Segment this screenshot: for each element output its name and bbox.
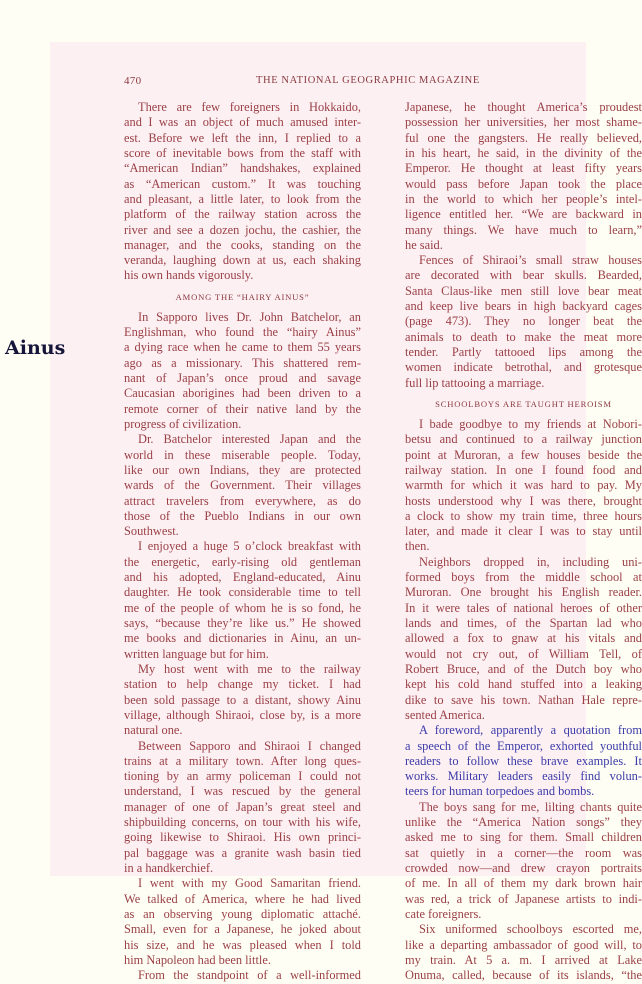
text-line: From the standpoint of a well-informed bbox=[138, 968, 361, 983]
text-line: betsu and continued to a railway junction bbox=[405, 432, 642, 447]
text-line: his own hands vigorously. bbox=[124, 268, 254, 283]
text-line: my train. At 5 a. m. I arrived at Lake bbox=[405, 952, 642, 967]
text-line: Small, even for a Japanese, he joked about bbox=[124, 922, 361, 937]
text-line: and keep live bears in high backyard cages bbox=[405, 299, 642, 314]
text-line: A foreword, apparently a quotation from bbox=[419, 723, 642, 738]
text-line: like a departing ambassador of good will, to bbox=[405, 937, 642, 952]
text-line: tender. Partly tattooed lips among the bbox=[405, 345, 642, 359]
text-line: understand, I was rescued by the general bbox=[124, 784, 361, 799]
text-line: railway station. In one I found food and bbox=[405, 462, 642, 477]
text-line: teers for human torpedoes and bombs. bbox=[405, 784, 595, 799]
text-line: are decorated with bear skulls. Bearded, bbox=[405, 268, 642, 283]
text-line: sat quietly in a corner—the room was bbox=[405, 845, 642, 860]
text-line: a speech of the Emperor, exhorted youthful bbox=[405, 738, 642, 753]
text-line: ligence entitled her. “We are backward in bbox=[405, 207, 642, 222]
text-line: point at Muroran, a few houses beside the bbox=[405, 447, 642, 462]
text-line: Englishman, who found the “hairy Ainus” bbox=[124, 325, 361, 340]
text-line: ago as a missionary. This shattered rem- bbox=[124, 355, 361, 370]
text-line: readers to follow these brave examples. It bbox=[405, 753, 642, 768]
text-line: Santa Claus-like men still love bear meat bbox=[405, 283, 642, 298]
text-line: village, although Shiraoi, close by, is a more bbox=[124, 707, 361, 722]
text-line: daughter. He took considerable time to tell bbox=[124, 585, 361, 600]
text-line: I enjoyed a huge 5 o’clock breakfast with bbox=[138, 539, 361, 554]
text-line: Dr. Batchelor interested Japan and the bbox=[138, 432, 361, 447]
text-line: manager, and the cooks, standing on the bbox=[124, 237, 361, 252]
text-line: in the world to which her people’s intel- bbox=[405, 191, 642, 206]
text-line: trains at a military town. After long ques- bbox=[124, 753, 361, 768]
text-line: lands and times, of the Spartan lad who bbox=[405, 616, 642, 630]
text-line: possession her universities, her most shame- bbox=[405, 115, 642, 130]
text-line: station to help change my ticket. I had bbox=[124, 677, 361, 692]
text-line: world in these miserable people. Today, bbox=[124, 447, 361, 462]
text-line: then. bbox=[405, 539, 430, 554]
text-line: In it were tales of national heroes of other bbox=[405, 600, 642, 615]
text-line: veranda, laughing down at us, each shaking bbox=[124, 253, 361, 268]
text-line: There are few foreigners in Hokkaido, bbox=[138, 100, 361, 114]
text-line: and pleasant, a little later, to look from the bbox=[124, 191, 361, 206]
text-line: would pass before Japan took the place bbox=[405, 176, 642, 191]
text-line: river and see a dozen jochu, the cashier, the bbox=[124, 222, 361, 237]
text-line: full lip tattooing a marriage. bbox=[405, 375, 545, 390]
text-line: (page 473). They no longer beat the bbox=[405, 314, 642, 329]
page-number: 470 bbox=[124, 75, 142, 87]
text-line: the energetic, early-rising old gentleman bbox=[124, 554, 361, 569]
text-line: says, “because they’re like us.” He showed bbox=[124, 616, 361, 630]
text-line: est. Before we left the inn, I replied to a bbox=[124, 130, 361, 145]
text-line: like our own Indians, they are protected bbox=[124, 462, 361, 477]
text-line: unlike the “America Nation songs” they bbox=[405, 815, 642, 830]
text-line: My host went with me to the railway bbox=[138, 661, 361, 676]
text-line: warmth for which it was hard to pay. My bbox=[405, 478, 642, 493]
text-line: ful one the gangsters. He really believed, bbox=[405, 130, 642, 145]
text-line: me of the people of whom he is so fond, he bbox=[124, 600, 361, 615]
text-line: shipbuilding concerns, on tour with his wife, bbox=[124, 815, 361, 830]
text-line: allowed a fox to gnaw at his vitals and bbox=[405, 631, 642, 646]
text-line: Neighbors dropped in, including uni- bbox=[419, 554, 642, 569]
text-line: sented America. bbox=[405, 707, 485, 722]
text-line: of me. In all of them my dark brown hair bbox=[405, 876, 642, 891]
section-heading: SCHOOLBOYS ARE TAUGHT HEROISM bbox=[435, 398, 612, 409]
text-line: would not cry out, of William Tell, of bbox=[405, 646, 642, 661]
text-line: progress of civilization. bbox=[124, 416, 242, 431]
text-line: natural one. bbox=[124, 723, 183, 738]
text-line: Six uniformed schoolboys escorted me, bbox=[419, 922, 642, 937]
text-line: The boys sang for me, lilting chants quite bbox=[419, 799, 642, 814]
text-line: Fences of Shiraoi’s small straw houses bbox=[419, 253, 642, 268]
text-line: kept his cold hand stuffed into a leaking bbox=[405, 677, 642, 692]
text-line: hosts understood why I was there, brought bbox=[405, 493, 642, 508]
right-column bbox=[405, 100, 642, 984]
text-line: animals to death to make the meat more bbox=[405, 329, 642, 344]
text-line: in his heart, he said, in the divinity of the bbox=[405, 145, 642, 160]
text-line: Muroran. One brought his English reader. bbox=[405, 585, 642, 600]
text-line: works. Military leaders easily find volun- bbox=[405, 769, 642, 784]
text-line: in a handkerchief. bbox=[124, 861, 214, 875]
text-line: tioning by an army policeman I could not bbox=[124, 769, 361, 784]
text-line: many things. We have much to learn,” bbox=[405, 222, 642, 237]
text-line: nant of Japan’s once proud and savage bbox=[124, 371, 361, 385]
text-line: and his adopted, England-educated, Ainu bbox=[124, 570, 361, 585]
text-line: attract travelers from everywhere, as do bbox=[124, 493, 361, 508]
text-line: and I was an object of much amused inter- bbox=[124, 115, 361, 130]
text-line: “American Indian” handshakes, explained bbox=[124, 161, 361, 176]
text-line: him Napoleon had been little. bbox=[124, 952, 271, 967]
text-line: platform of the railway station across the bbox=[124, 207, 361, 222]
text-line: written language but for him. bbox=[124, 646, 269, 661]
left-column bbox=[124, 100, 361, 984]
text-line: pal baggage was a granite wash basin tied bbox=[124, 845, 361, 860]
text-line: crowded now—and drew crayon portraits bbox=[405, 861, 642, 875]
text-line: those of the Pueblo Indians in our own bbox=[124, 508, 361, 523]
text-line: manager of one of Japan’s great steel and bbox=[124, 799, 361, 814]
text-line: a clock to show my train time, three hours bbox=[405, 508, 642, 523]
margin-label: Ainus bbox=[5, 337, 66, 359]
text-line: women indicate betrothal, and grotesque bbox=[405, 360, 642, 375]
text-line: as “American custom.” It was touching bbox=[124, 176, 361, 191]
text-line: dike to save his town. Nathan Hale repre- bbox=[405, 692, 642, 707]
text-line: his size, and he was pleased when I told bbox=[124, 937, 361, 952]
text-line: Japanese, he thought America’s proudest bbox=[405, 100, 642, 114]
text-line: wards of the Government. Their villages bbox=[124, 478, 361, 493]
text-line: remote corner of their native land by the bbox=[124, 401, 361, 416]
text-line: me books and dictionaries in Ainu, an un- bbox=[124, 631, 361, 646]
section-heading: AMONG THE “HAIRY AINUS” bbox=[175, 291, 310, 302]
text-line: Southwest. bbox=[124, 524, 179, 539]
text-line: asked me to sing for them. Small children bbox=[405, 830, 642, 845]
text-line: cate foreigners. bbox=[405, 906, 482, 921]
text-line: I went with my Good Samaritan friend. bbox=[138, 876, 361, 891]
text-line: later, and made it clear I was to stay until bbox=[405, 524, 642, 539]
text-line: In Sapporo lives Dr. John Batchelor, an bbox=[138, 309, 361, 324]
magazine-page bbox=[50, 42, 642, 983]
text-line: as an observing young diplomatic attaché. bbox=[124, 906, 361, 921]
text-line: formed boys from the middle school at bbox=[405, 570, 642, 585]
text-line: Emperor. He thought at least fifty years bbox=[405, 161, 642, 176]
text-line: We talked of America, where he had lived bbox=[124, 891, 361, 906]
text-line: a dying race when he came to them 55 years bbox=[124, 340, 361, 355]
text-line: Caucasian aborigines had been driven to a bbox=[124, 386, 361, 401]
text-line: I bade goodbye to my friends at Nobori- bbox=[419, 416, 642, 431]
text-line: Robert Bruce, and of the Dutch boy who bbox=[405, 661, 642, 676]
running-head: THE NATIONAL GEOGRAPHIC MAGAZINE bbox=[256, 75, 480, 86]
text-line: Between Sapporo and Shiraoi I changed bbox=[138, 738, 361, 753]
text-line: he said. bbox=[405, 237, 443, 252]
text-line: Onuma, called, because of its islands, “the bbox=[405, 968, 642, 983]
text-line: been sold passage to a distant, showy Ainu bbox=[124, 692, 361, 707]
text-line: score of inevitable bows from the staff with bbox=[124, 145, 361, 160]
text-line: was red, a trick of Japanese artists to indi- bbox=[405, 891, 642, 906]
text-line: going likewise to Shiraoi. His own princi- bbox=[124, 830, 361, 845]
